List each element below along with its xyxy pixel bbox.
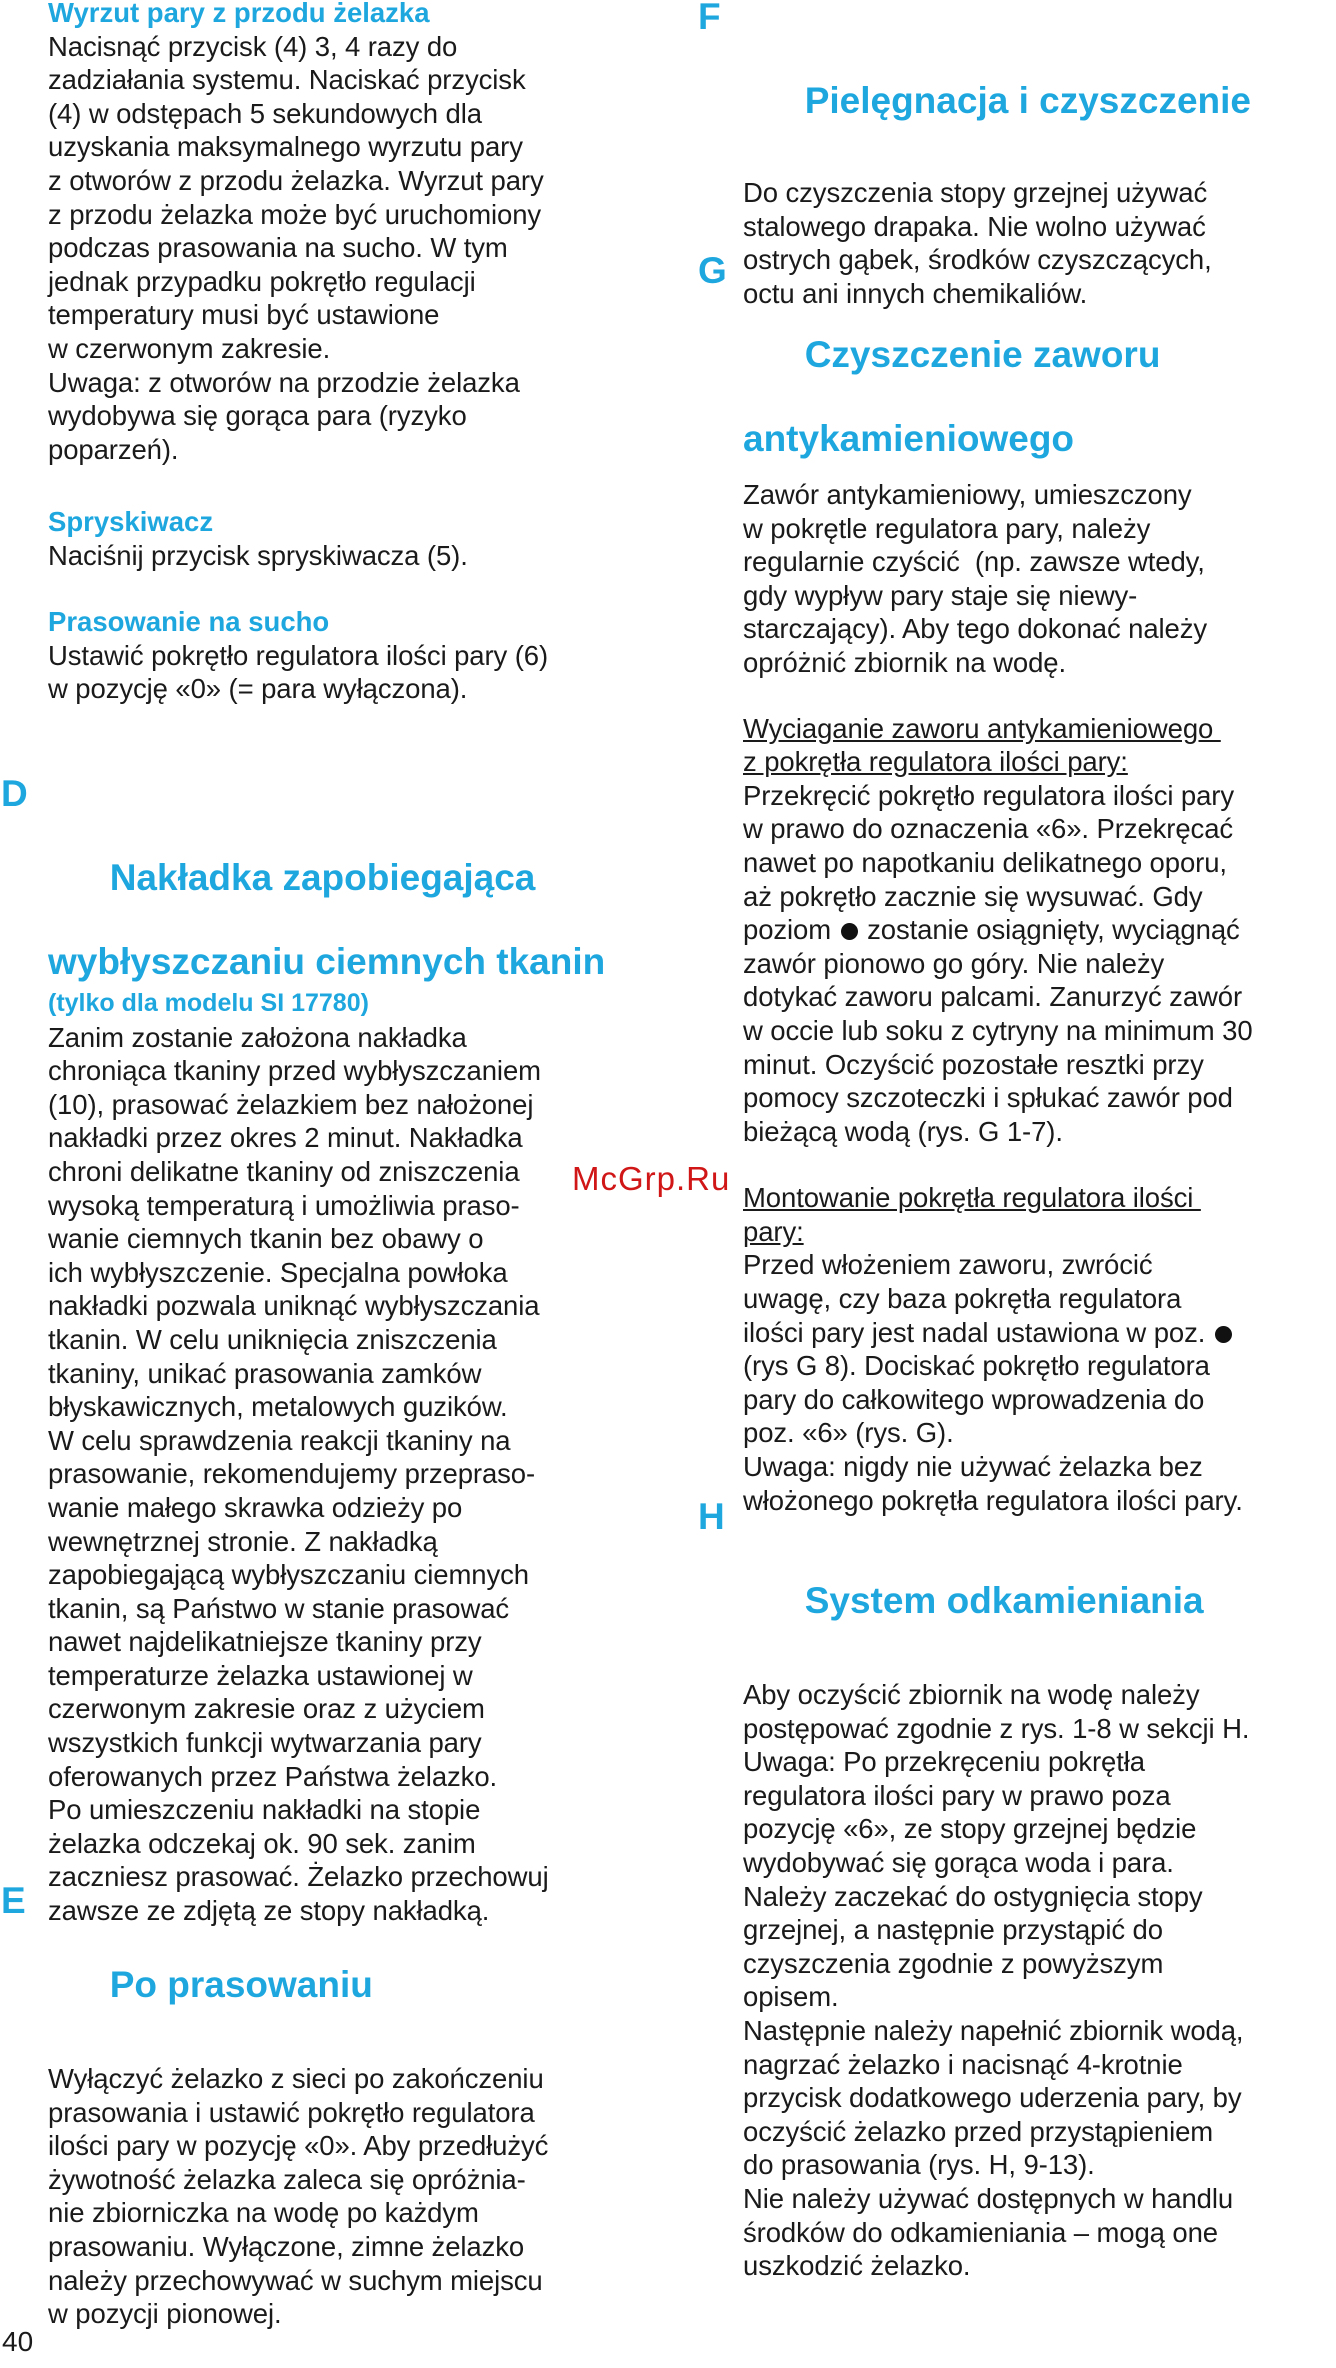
heading-H-title: System odkamieniania — [804, 1580, 1204, 1621]
heading-D — [1, 773, 605, 941]
section-body-G-mount-a: Przed włożeniem zaworu, zwrócić uwagę, czy baza pokrętła regulatora — [743, 1249, 1182, 1315]
section-body-G-intro: Zawór antykamieniowy, umieszczony w pokrętle regulatora pary, należy regularnie czyścić (np. zawsze wtedy, gdy wypływ pary staje się niewy- starczający). Aby tego dokonać należy opróżnić zbiornik na wodę. — [743, 479, 1208, 678]
heading-letter-F: F — [698, 0, 721, 37]
page-number: 40 — [2, 2326, 34, 2357]
heading-G-line1: Czyszczenie zaworu — [804, 334, 1161, 375]
section-title-spray: Spryskiwacz — [48, 506, 214, 537]
heading-E — [1, 1880, 548, 2048]
heading-letter-E: E — [1, 1880, 26, 1921]
section-title-steam-burst: Wyrzut pary z przodu żelazka — [48, 0, 430, 28]
section-body-G-removal-b: zawór pionowo go góry. Nie należy dotykać zaworu palcami. Zanurzyć zawór w occie lub soku z cytryny na minimum 30 minut. Oczyścić pozostałe resztki przy pomocy szczoteczki i spłukać zawór pod bieżącą wodą (rys. G 1-7). — [743, 947, 1253, 1147]
subheading-knob-mount-1: Montowanie pokrętła regulatora ilości — [743, 1182, 1201, 1214]
heading-F — [698, 0, 1251, 164]
bullet-dot-icon — [1215, 1326, 1232, 1343]
subheading-valve-removal-2: z pokrętła regulatora ilości pary: — [743, 746, 1128, 778]
section-body-H: Aby oczyścić zbiornik na wodę należy postępować zgodnie z rys. 1-8 w sekcji H. Uwaga: Po przekręceniu pokrętła regulatora ilości pary w prawo poza pozycję «6», ze stopy grzejnej będzie wydobywać się gorąca woda i para. Należy zaczekać do ostygnięcia stopy grzejnej, a następnie przystąpić do czyszczenia zgodnie z powyższym opisem. Następnie należy napełnić zbiornik wodą, nagrzać żelazko i nacisnąć 4-krotnie przycisk dodatkowego uderzenia pary, by oczyścić żelazko przed przystąpieniem do prasowania (rys. H, 9-13). Nie należy używać dostępnych w handlu środków do odkamieniania – mogą one uszkodzić żelazko. — [743, 1679, 1250, 2282]
heading-letter-G: G — [698, 250, 727, 291]
section-body-G-removal-dotline — [743, 913, 1253, 947]
heading-D-line2: wybłyszczaniu ciemnych tkanin — [48, 941, 606, 982]
heading-H — [698, 1496, 1249, 1664]
dotline2-before: ilości pary jest nadal ustawiona w poz. — [743, 1316, 1213, 1348]
heading-D-line1: Nakładka zapobiegająca — [109, 857, 536, 898]
section-body-E: Wyłączyć żelazko z sieci po zakończeniu prasowania i ustawić pokrętło regulatora ilości pary w pozycję «0». Aby przedłużyć żywotność żelazka zaleca się opróżnia- nie zbiorniczka na wodę po każdym prasowaniu. Wyłączone, zimne żelazko należy przechowywać w suchym miejscu w pozycji pionowej. — [48, 2063, 549, 2330]
dotline-after: zostanie osiągnięty, wyciągnąć — [859, 914, 1240, 946]
heading-F-title: Pielęgnacja i czyszczenie — [804, 80, 1251, 121]
heading-letter-D: D — [1, 773, 28, 814]
subheading-knob-mount-2: pary: — [743, 1215, 804, 1247]
watermark: McGrp.Ru — [572, 1160, 731, 1197]
section-title-dry-ironing: Prasowanie na sucho — [48, 606, 330, 637]
heading-letter-H: H — [698, 1496, 725, 1537]
heading-D-subtitle: (tylko dla modelu SI 17780) — [48, 989, 369, 1017]
dotline-before: poziom — [743, 914, 839, 946]
section-body-G-mount-dotline — [743, 1316, 1253, 1350]
section-body-spray: Naciśnij przycisk spryskiwacza (5). — [48, 539, 468, 571]
section-body-G-mount-b: (rys G 8). Dociskać pokrętło regulatora pary do całkowitego wprowadzenia do poz. «6» (rys. G). Uwaga: nigdy nie używać żelazka bez włożonego pokrętła regulatora ilości pary. — [743, 1350, 1243, 1516]
section-body-F: Do czyszczenia stopy grzejnej używać stalowego drapaka. Nie wolno używać ostrych gąbek, środków czyszczących, octu ani innych chemikaliów. — [743, 177, 1212, 309]
subheading-valve-removal-1: Wyciaganie zaworu antykamieniowego — [743, 712, 1221, 744]
heading-E-title: Po prasowaniu — [109, 1964, 373, 2005]
heading-G — [698, 250, 1253, 418]
section-body-D: Zanim zostanie założona nakładka chroniąca tkaniny przed wybłyszczaniem (10), prasować żelazkiem bez nałożonej nakładki przez okres 2 minut. Nakładka chroni delikatne tkaniny od zniszczenia wysoką temperaturą i umożliwia praso- wanie ciemnych tkanin bez obawy o ich wybłyszczenie. Specjalna powłoka nakładki pozwala uniknąć wybłyszczania tkanin. W celu uniknięcia zniszczenia tkaniny, unikać prasowania zamków błyskawicznych, metalowych guzików. W celu sprawdzenia reakcji tkaniny na prasowanie, rekomendujemy przepraso- wanie małego skrawka odzieży po wewnętrznej stronie. Z nakładką zapobiegającą wybłyszczaniu ciemnych tkanin, są Państwo w stanie prasować nawet najdelikatniejsze tkaniny przy temperaturze żelazka ustawionej w czerwonym zakresie oraz z użyciem wszystkich funkcji wytwarzania pary oferowanych przez Państwa żelazko. Po umieszczeniu nakładki na stopie żelazka odczekaj ok. 90 sek. zanim zaczniesz prasować. Żelazko przechowuj zawsze ze zdjętą ze stopy nakładką. — [48, 1021, 549, 1927]
heading-G-line2: antykamieniowego — [743, 418, 1075, 459]
section-body-steam-burst: Nacisnąć przycisk (4) 3, 4 razy do zadziałania systemu. Naciskać przycisk (4) w odstępach 5 sekundowych dla uzyskania maksymalnego wyrzutu pary z otworów z przodu żelazka. Wyrzut pary z przodu żelazka może być uruchomiony podczas prasowania na sucho. W tym jednak przypadku pokrętło regulacji temperatury musi być ustawione w czerwonym zakresie. Uwaga: z otworów na przodzie żelazka wydobywa się gorąca para (ryzyko poparzeń). — [48, 30, 544, 465]
section-body-dry-ironing: Ustawić pokrętło regulatora ilości pary (6) w pozycję «0» (= para wyłączona). — [48, 639, 549, 705]
section-body-G-removal-a: Przekręcić pokrętło regulatora ilości pary w prawo do oznaczenia «6». Przekręcać nawet po napotkaniu delikatnego oporu, aż pokrętło zacznie się wysuwać. Gdy — [743, 779, 1235, 912]
bullet-dot-icon — [841, 923, 858, 940]
